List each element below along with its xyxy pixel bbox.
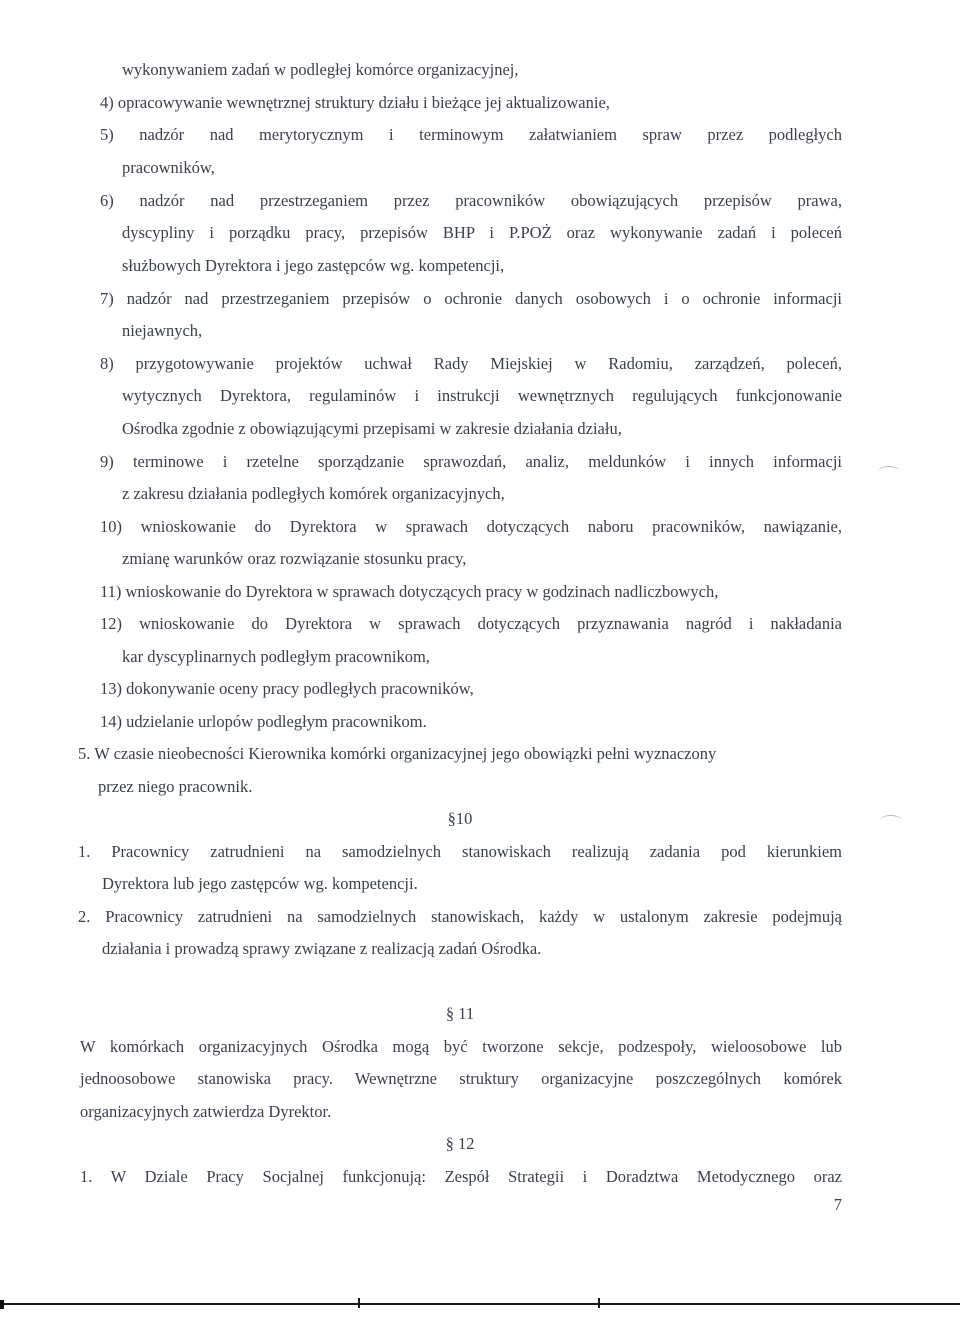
text-line: organizacyjnych zatwierdza Dyrektor. bbox=[80, 1102, 332, 1121]
text-line: niejawnych, bbox=[122, 321, 203, 340]
section-heading-10: §10 bbox=[447, 809, 473, 828]
scan-smudge bbox=[878, 466, 900, 477]
scan-mark bbox=[0, 1300, 4, 1309]
paragraph-5: 5. W czasie nieobecności Kierownika komórki organizacyjnej jego obowiązki pełni wyznaczony bbox=[78, 744, 717, 763]
list-item-11: 11) wnioskowanie do Dyrektora w sprawach dotyczących pracy w godzinach nadliczbowych, bbox=[100, 582, 719, 601]
scan-tick bbox=[598, 1298, 600, 1308]
list-item-5: 5) nadzór nad merytorycznym i terminowym załatwianiem spraw przez podległych bbox=[100, 125, 842, 144]
text-line: wytycznych Dyrektora, regulaminów i instrukcji wewnętrznych regulujących funkcjonowanie bbox=[122, 386, 842, 405]
section-heading-12: § 12 bbox=[445, 1134, 475, 1153]
text-line: Ośrodka zgodnie z obowiązującymi przepisami w zakresie działania działu, bbox=[122, 419, 622, 438]
list-item-9: 9) terminowe i rzetelne sporządzanie sprawozdań, analiz, meldunków i innych informacji bbox=[100, 452, 842, 471]
list-item-14: 14) udzielanie urlopów podległym pracownikom. bbox=[100, 712, 427, 731]
list-item-12: 12) wnioskowanie do Dyrektora w sprawach dotyczących przyznawania nagród i nakładania bbox=[100, 614, 842, 633]
scan-smudge bbox=[880, 815, 902, 826]
text-line: dyscypliny i porządku pracy, przepisów BHP i P.POŻ oraz wykonywanie zadań i poleceń bbox=[122, 223, 842, 242]
scan-edge-line bbox=[0, 1303, 960, 1305]
text-line: z zakresu działania podległych komórek organizacyjnych, bbox=[122, 484, 505, 503]
scan-tick bbox=[358, 1298, 360, 1308]
list-item-4: 4) opracowywanie wewnętrznej struktury działu i bieżące jej aktualizowanie, bbox=[100, 93, 610, 112]
section-heading-11: § 11 bbox=[445, 1004, 475, 1023]
text-line: służbowych Dyrektora i jego zastępców wg. kompetencji, bbox=[122, 256, 505, 275]
paragraph-section-12: 1. W Dziale Pracy Socjalnej funkcjonują: Zespół Strategii i Doradztwa Metodycznego oraz bbox=[80, 1167, 842, 1186]
text-line: kar dyscyplinarnych podległym pracownikom, bbox=[122, 647, 430, 666]
paragraph-section-11: W komórkach organizacyjnych Ośrodka mogą być tworzone sekcje, podzespoły, wieloosobowe lub bbox=[80, 1037, 842, 1056]
text-line: zmianę warunków oraz rozwiązanie stosunku pracy, bbox=[122, 549, 467, 568]
text-line: wykonywaniem zadań w podległej komórce organizacyjnej, bbox=[122, 60, 519, 79]
page-number: 7 bbox=[833, 1195, 842, 1214]
text-line: jednoosobowe stanowiska pracy. Wewnętrzne struktury organizacyjne poszczególnych komórek bbox=[80, 1069, 842, 1088]
text-line: pracowników, bbox=[122, 158, 215, 177]
text-line: Dyrektora lub jego zastępców wg. kompetencji. bbox=[102, 874, 418, 893]
text-line: działania i prowadzą sprawy związane z realizacją zadań Ośrodka. bbox=[102, 939, 542, 958]
list-item-6: 6) nadzór nad przestrzeganiem przez pracowników obowiązujących przepisów prawa, bbox=[100, 191, 842, 210]
paragraph-2: 2. Pracownicy zatrudnieni na samodzielnych stanowiskach, każdy w ustalonym zakresie podejmują bbox=[78, 907, 842, 926]
text-line: przez niego pracownik. bbox=[98, 777, 253, 796]
list-item-13: 13) dokonywanie oceny pracy podległych pracowników, bbox=[100, 679, 474, 698]
list-item-7: 7) nadzór nad przestrzeganiem przepisów o ochronie danych osobowych i o ochronie informacji bbox=[100, 289, 842, 308]
list-item-10: 10) wnioskowanie do Dyrektora w sprawach dotyczących naboru pracowników, nawiązanie, bbox=[100, 517, 842, 536]
paragraph-1: 1. Pracownicy zatrudnieni na samodzielnych stanowiskach realizują zadania pod kierunkiem bbox=[78, 842, 842, 861]
list-item-8: 8) przygotowywanie projektów uchwał Rady Miejskiej w Radomiu, zarządzeń, poleceń, bbox=[100, 354, 842, 373]
